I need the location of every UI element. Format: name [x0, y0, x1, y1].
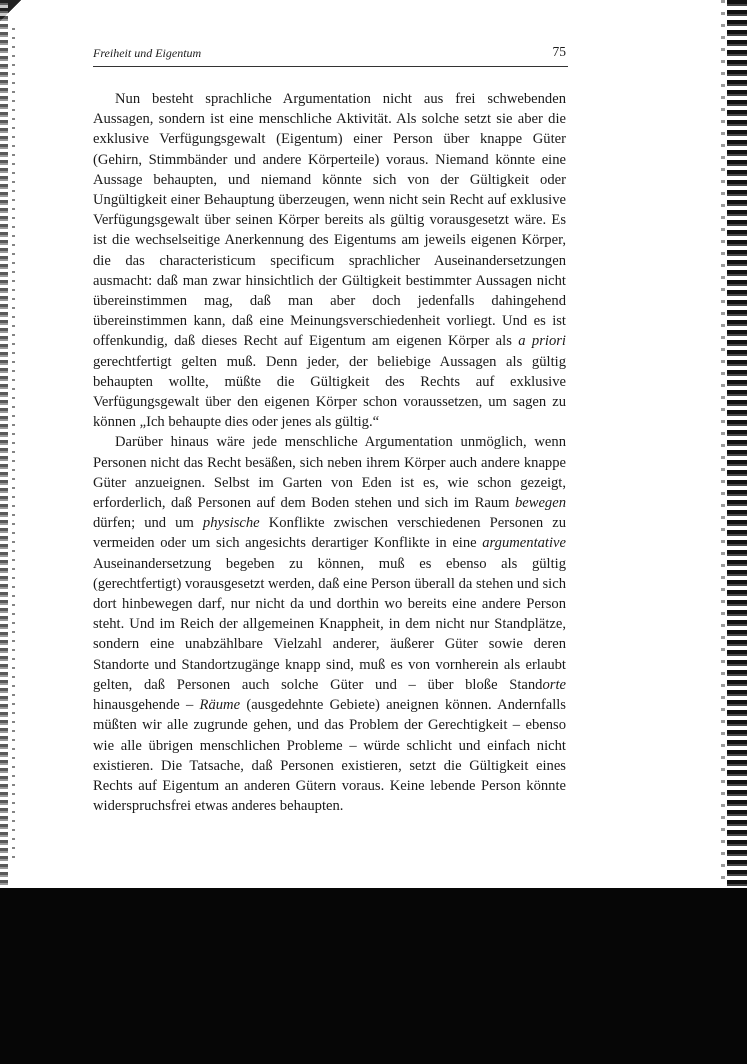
paragraph — [93, 432, 566, 816]
text-run: Nun besteht sprachliche Argumentation nicht aus frei schwebenden Aussagen, sondern ist eine menschliche Aktivität. Als solche setzt sie aber die exklusive Verfügungsgewalt (Eigentum) einer Person über knappe Güter (Gehirn, Stimmbänder und andere Körperteile) voraus. Niemand könnte eine Aussage behaupten, und niemand könnte sich von der Gültigkeit oder Ungültigkeit einer Behauptung überzeugen, wenn nicht sein Recht auf exklusive Verfügungsgewalt über seinen Körper bereits als gültig vorausgesetzt wäre. Es ist die wechselseitige Anerkennung des Eigentums am jeweils eigenen Körper, die das characteristicum specificum sprachlicher Auseinandersetzungen ausmacht: daß man zwar hinsichtlich der Gültigkeit bestimmter Aussagen nicht übereinstimmen mag, daß man aber doch jedenfalls dahingehend übereinstimmen kann, daß eine Meinungsverschiedenheit vorliegt. Und es ist offenkundig, daß dieses Recht auf Eigentum am eigenen Körper als — [93, 91, 566, 350]
page-header — [93, 44, 568, 67]
text-run: dürfen; und um — [93, 515, 203, 532]
italic-run: physische — [202, 515, 260, 532]
scan-right-edge — [727, 0, 747, 890]
paragraph — [93, 89, 566, 432]
scan-right-shadow — [721, 0, 725, 880]
text-run: hinausgehende – — [93, 697, 200, 714]
text-run: Auseinandersetzung begeben zu können, muß es ebenso als gültig (gerechtfertigt) vorausgesetzt werden, daß eine Person überall da stehen und sich dort hinbewegen darf, nur nicht da und dorthin wo bereits eine andere Person steht. Und im Reich der allgemeinen Knappheit, in dem nicht nur Standplätze, sondern eine unabzählbare Vielzahl anderer, äußerer Güter sowie deren Standorte und Standortzugänge knapp sind, muß es von vornherein als erlaubt gelten, daß Personen auch solche Güter und – über bloße Stand — [93, 555, 566, 693]
italic-run: a priori — [518, 333, 566, 350]
body-text — [93, 89, 566, 816]
page-number: 75 — [552, 44, 566, 59]
text-run: gerechtfertigt gelten muß. Denn jeder, der beliebige Aussagen als gültig behaupten wollte, müßte die Gültigkeit des Rechts auf exklusive Verfügungsgewalt über den eigenen Körper schon voraussetzen, um sagen zu können „Ich behaupte dies oder jenes als gültig.“ — [93, 353, 566, 431]
scan-left-shadow — [12, 28, 15, 858]
text-run: Darüber hinaus wäre jede menschliche Argumentation unmöglich, wenn Personen nicht das Recht besäßen, sich neben ihrem Körper auch andere knappe Güter anzueignen. Selbst im Garten von Eden ist es, wie schon gezeigt, erforderlich, daß Personen auf dem Boden stehen und sich im Raum — [93, 434, 566, 512]
text-run: Konflikte zwischen verschiedenen Personen zu vermeiden oder um sich angesichts derartiger Konflikte in eine — [93, 515, 566, 552]
scan-bottom-margin — [0, 888, 747, 1064]
italic-run: orte — [542, 676, 566, 693]
running-head: Freiheit und Eigentum — [93, 46, 202, 60]
text-run: (ausgedehnte Gebiete) aneignen können. Andernfalls müßten wir alle zugrunde gehen, und das Problem der Gerechtigkeit – ebenso wie alle übrigen menschlichen Probleme – würde schlicht und einfach nicht existieren. Die Tatsache, daß Personen existieren, setzt die Gültigkeit eines Rechts auf Eigentum an anderen Gütern voraus. Keine lebende Person könnte widerspruchsfrei etwas anderes behaupten. — [93, 697, 566, 815]
italic-run: bewegen — [514, 495, 566, 512]
italic-run: Räume — [199, 697, 241, 714]
italic-run: argumentative — [482, 535, 566, 552]
